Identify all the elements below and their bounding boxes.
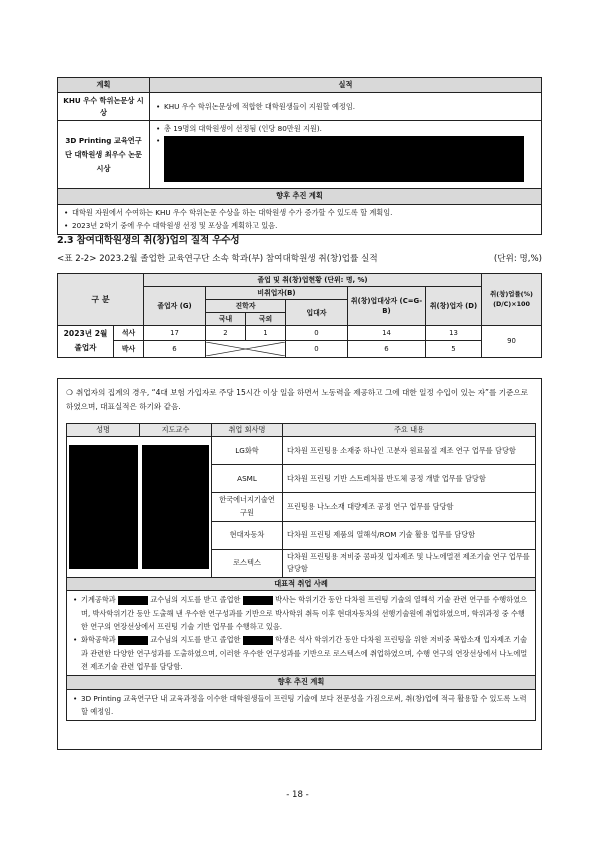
case-text: 교수님의 지도를 받고 졸업한 [150, 595, 241, 605]
further-study-header: 진학자 [206, 300, 286, 313]
note-text: 취업자의 집계의 경우, “4대 보험 가입자로 주당 15시간 이상 일을 하면서 노동력을 제공하고 그에 대한 일정 수입이 있는 자”를 기준으로 하였으며, 대표실적은 하기와 같음. [66, 388, 529, 412]
overseas-value: 1 [246, 326, 286, 341]
non-employed-header: 비취업자(B) [206, 287, 348, 300]
department-name: 기계공학과 [81, 595, 116, 605]
case-item [71, 593, 531, 633]
future-plan-cell [67, 689, 536, 721]
achievement-table [57, 77, 542, 235]
domestic-value: 2 [206, 326, 246, 341]
rate-value: 90 [482, 326, 542, 358]
redaction-block [243, 636, 273, 645]
employed-value: 5 [426, 341, 482, 357]
row-group-label: 2023년 2월 졸업자 [58, 326, 114, 358]
status-header: 졸업 및 취(창)업현황 (단위: 명, %) [144, 274, 482, 287]
employed-value: 13 [426, 326, 482, 341]
case-text: 교수님의 지도를 받고 졸업한 [150, 635, 241, 645]
result-item: • 총 19명의 대학원생이 선정됨 (인당 80만원 지원). [154, 124, 537, 134]
result-cell-3d [150, 121, 542, 189]
plan-label-khu: KHU 우수 학위논문상 시상 [58, 93, 150, 121]
enlisted-header: 입대자 [286, 300, 348, 326]
redaction-block [142, 445, 210, 569]
plan-cell [58, 204, 542, 234]
department-name: 화학공학과 [81, 635, 116, 645]
plan-label-3d: 3D Printing 교육연구단 대학원생 최우수 논문 시상 [58, 121, 150, 189]
rate-header: 취(창)업률(%) (D/C)×100 [482, 274, 542, 326]
future-plan-title: 향후 추진 계획 [67, 676, 536, 689]
eligible-header: 취(창)업대상자 (C=G-B) [348, 287, 426, 326]
case-item [71, 633, 531, 673]
employed-header: 취(창)업자 (D) [426, 287, 482, 326]
crossed-cell [206, 341, 286, 357]
redaction-block [118, 596, 148, 605]
plan-header: 계획 [58, 78, 150, 93]
page-number: - 18 - [286, 790, 309, 800]
name-cell [67, 437, 140, 577]
table-unit: (단위: 명,%) [493, 254, 542, 264]
name-header: 성명 [67, 424, 140, 437]
degree-label: 박사 [114, 341, 144, 357]
advisor-header: 지도교수 [140, 424, 212, 437]
future-plan-item: • 3D Printing 교육연구단 내 교육과정을 이수한 대학원생들이 프린팅 기술에 보다 전문성을 가짐으로써, 취(창)업에 적극 활용할 수 있도록 노력할 예정임. [71, 692, 531, 719]
cross-out-icon [206, 342, 285, 356]
content-header: 주요 내용 [283, 424, 536, 437]
case-title: 대표적 취업 사례 [67, 577, 536, 590]
plan-item: • 2023년 2학기 중에 우수 대학원생 선정 및 포상을 계획하고 있음. [62, 220, 537, 233]
degree-label: 석사 [114, 326, 144, 341]
overseas-header: 국외 [246, 313, 286, 326]
case-text: 학생은 석사 학위기간 동안 다차원 프린팅을 위한 저비중 복합소재 입자제조 기술과 관련한 다양한 연구성과를 도출하였으며, 이러한 우수한 연구성과를 기반으로 로스텍스에 취업하였으며, 수행 연구의 연장선상에서 나노에멀젼 제조기술 관련 업무를 담당함. [81, 635, 528, 671]
plan-item: • 대학원 자원에서 수여하는 KHU 우수 학위논문 수상을 하는 대학원생 수가 증가할 수 있도록 할 계획임. [62, 207, 537, 220]
redaction-block [164, 136, 524, 182]
job-description: 다차원 프린팅용 소재중 하나인 고분자 원료물질 제조 연구 업무를 담당함 [283, 437, 536, 465]
graduates-value: 6 [144, 341, 206, 357]
result-header: 실적 [150, 78, 542, 93]
criteria-note [66, 386, 536, 415]
result-item-redacted [154, 136, 537, 182]
job-description: 프린팅용 나노소재 대량제조 공정 연구 업무를 담당함 [283, 493, 536, 521]
enlisted-value: 0 [286, 341, 348, 357]
company-name: 한국에너지기술연구원 [212, 493, 283, 521]
job-description: 다차원 프린팅 기반 스트레처블 반도체 공정 개발 업무를 담당함 [283, 465, 536, 493]
job-description: 다차원 프린팅용 저비중 콤파짓 입자제조 및 나노에멀젼 제조기술 연구 업무를 담당함 [283, 549, 536, 577]
company-name: ASML [212, 465, 283, 493]
eligible-value: 14 [348, 326, 426, 341]
plan-title: 향후 추진 계획 [58, 189, 542, 204]
domestic-header: 국내 [206, 313, 246, 326]
company-name: 로스텍스 [212, 549, 283, 577]
graduates-value: 17 [144, 326, 206, 341]
company-header: 취업 회사명 [212, 424, 283, 437]
result-item: • KHU 우수 학위논문상에 적합한 대학원생들이 지원할 예정임. [154, 102, 537, 112]
redaction-block [69, 445, 138, 569]
category-header: 구 분 [58, 274, 144, 326]
graduates-header: 졸업자 (G) [144, 287, 206, 326]
enlisted-value: 0 [286, 326, 348, 341]
note-bullet: ❍ [66, 388, 73, 397]
table-caption-row [57, 253, 542, 265]
case-text: 박사는 학위기간 동안 다차원 프린팅 기술의 열해석 기술 관련 연구를 수행하였으며, 박사학위기간 동안 도출해 낸 우수한 연구성과를 기반으로 박사학위 취득 이후 현대자동차의 선행기술원에 취업하였으며, 학위과정 중 수행한 연구의 연장선상에서 프린팅 기술 기반 업무를 수행하고 있음. [81, 595, 528, 631]
job-description: 다차원 프린팅 제품의 열해석/ROM 기술 활용 업무를 담당함 [283, 521, 536, 549]
company-name: LG화학 [212, 437, 283, 465]
company-name: 현대자동차 [212, 521, 283, 549]
result-cell-khu [150, 93, 542, 121]
redaction-block [118, 636, 148, 645]
employment-cases-table [66, 423, 536, 721]
case-cell [67, 591, 536, 676]
employment-rate-table [57, 273, 542, 358]
eligible-value: 6 [348, 341, 426, 357]
table-caption: <표 2-2> 2023.2월 졸업한 교육연구단 소속 학과(부) 참여대학원생 취(창)업률 실적 [57, 254, 378, 264]
redaction-block [243, 596, 273, 605]
advisor-cell [140, 437, 212, 577]
section-title: 2.3 참여대학원생의 취(창)업의 질적 우수성 [57, 235, 240, 246]
